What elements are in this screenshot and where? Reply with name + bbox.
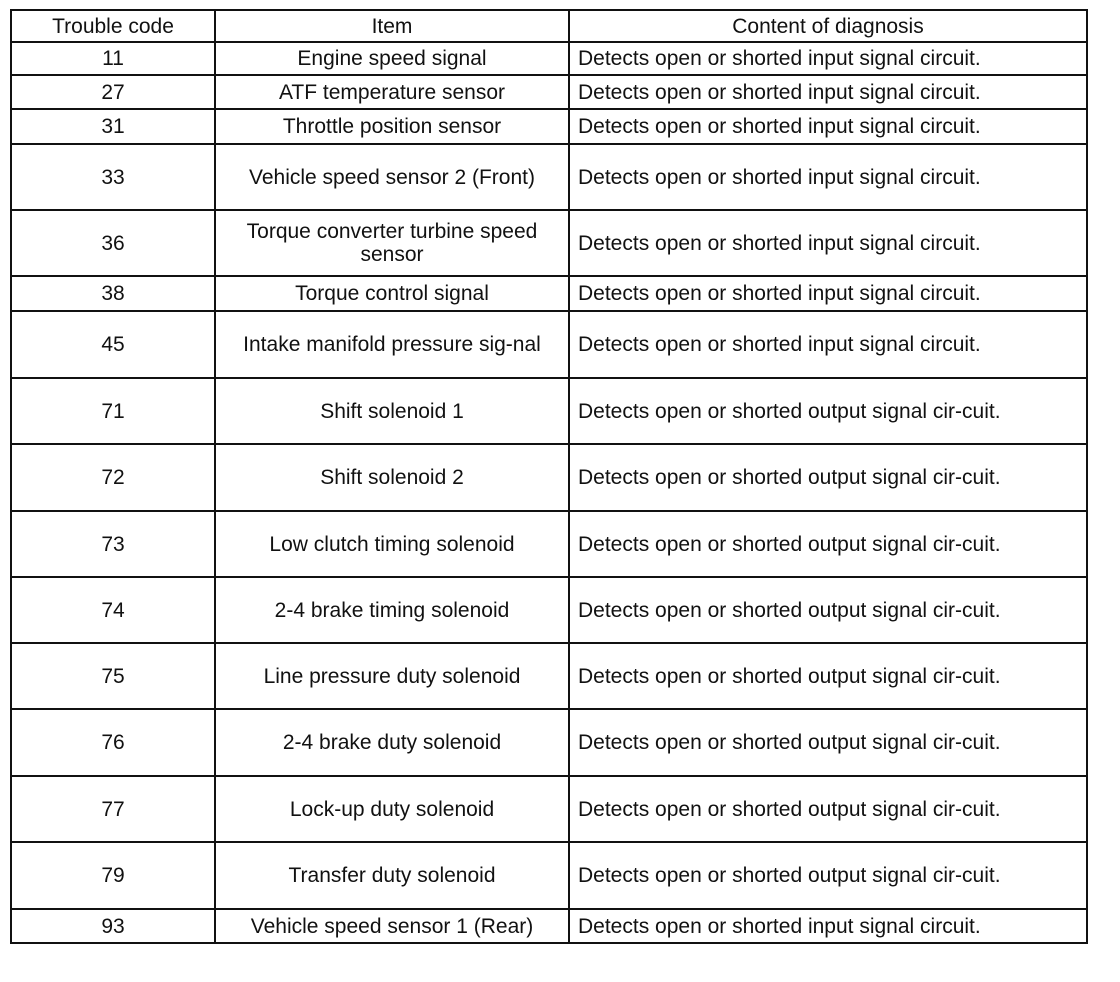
diagnosis-cell: Detects open or shorted input signal circuit.: [569, 144, 1087, 210]
header-row: [11, 10, 1087, 42]
trouble-code-cell: 33: [11, 144, 215, 210]
diagnosis-cell: Detects open or shorted input signal circuit.: [569, 909, 1087, 943]
table-row: [11, 75, 1087, 109]
trouble-code-cell: 31: [11, 109, 215, 144]
diagnosis-cell: Detects open or shorted input signal circuit.: [569, 109, 1087, 144]
item-cell: Transfer duty solenoid: [215, 842, 569, 909]
diagnosis-cell: Detects open or shorted input signal circuit.: [569, 276, 1087, 311]
table-row: [11, 378, 1087, 444]
item-cell: Engine speed signal: [215, 42, 569, 75]
item-cell: Shift solenoid 2: [215, 444, 569, 511]
trouble-code-cell: 71: [11, 378, 215, 444]
item-cell: Vehicle speed sensor 2 (Front): [215, 144, 569, 210]
table-row: [11, 210, 1087, 276]
diagnosis-cell: Detects open or shorted input signal circuit.: [569, 75, 1087, 109]
diagnosis-cell: Detects open or shorted input signal circuit.: [569, 311, 1087, 378]
diagnosis-cell: Detects open or shorted output signal cir-cuit.: [569, 709, 1087, 776]
header-trouble-code: Trouble code: [11, 10, 215, 42]
diagnosis-cell: Detects open or shorted output signal cir-cuit.: [569, 511, 1087, 577]
trouble-code-cell: 38: [11, 276, 215, 311]
item-cell: Line pressure duty solenoid: [215, 643, 569, 709]
trouble-code-cell: 45: [11, 311, 215, 378]
trouble-code-cell: 36: [11, 210, 215, 276]
trouble-code-cell: 27: [11, 75, 215, 109]
diagnosis-cell: Detects open or shorted output signal cir-cuit.: [569, 444, 1087, 511]
header-content-of-diagnosis: Content of diagnosis: [569, 10, 1087, 42]
item-cell: Shift solenoid 1: [215, 378, 569, 444]
trouble-code-table-container: [10, 9, 1086, 944]
header-item: Item: [215, 10, 569, 42]
trouble-code-cell: 11: [11, 42, 215, 75]
item-cell: ATF temperature sensor: [215, 75, 569, 109]
diagnosis-cell: Detects open or shorted input signal circuit.: [569, 210, 1087, 276]
table-row: [11, 444, 1087, 511]
item-cell: Vehicle speed sensor 1 (Rear): [215, 909, 569, 943]
diagnosis-cell: Detects open or shorted output signal cir-cuit.: [569, 378, 1087, 444]
trouble-code-cell: 77: [11, 776, 215, 842]
table-row: [11, 776, 1087, 842]
trouble-code-cell: 93: [11, 909, 215, 943]
item-cell: 2-4 brake duty solenoid: [215, 709, 569, 776]
trouble-code-cell: 79: [11, 842, 215, 909]
item-cell: Torque control signal: [215, 276, 569, 311]
table-row: [11, 709, 1087, 776]
diagnosis-cell: Detects open or shorted output signal cir-cuit.: [569, 776, 1087, 842]
item-cell: 2-4 brake timing solenoid: [215, 577, 569, 643]
table-row: [11, 144, 1087, 210]
trouble-code-cell: 74: [11, 577, 215, 643]
table-row: [11, 643, 1087, 709]
table-row: [11, 42, 1087, 75]
diagnosis-cell: Detects open or shorted input signal circuit.: [569, 42, 1087, 75]
item-cell: Low clutch timing solenoid: [215, 511, 569, 577]
trouble-code-table: [10, 9, 1088, 944]
table-row: [11, 109, 1087, 144]
trouble-code-cell: 72: [11, 444, 215, 511]
item-cell: Lock-up duty solenoid: [215, 776, 569, 842]
table-row: [11, 311, 1087, 378]
table-row: [11, 276, 1087, 311]
item-cell: Torque converter turbine speed sensor: [215, 210, 569, 276]
trouble-code-cell: 75: [11, 643, 215, 709]
diagnosis-cell: Detects open or shorted output signal cir-cuit.: [569, 643, 1087, 709]
trouble-code-cell: 76: [11, 709, 215, 776]
diagnosis-cell: Detects open or shorted output signal cir-cuit.: [569, 842, 1087, 909]
item-cell: Throttle position sensor: [215, 109, 569, 144]
table-row: [11, 511, 1087, 577]
table-row: [11, 842, 1087, 909]
diagnosis-cell: Detects open or shorted output signal cir-cuit.: [569, 577, 1087, 643]
table-row: [11, 577, 1087, 643]
trouble-code-cell: 73: [11, 511, 215, 577]
table-row: [11, 909, 1087, 943]
item-cell: Intake manifold pressure sig-nal: [215, 311, 569, 378]
